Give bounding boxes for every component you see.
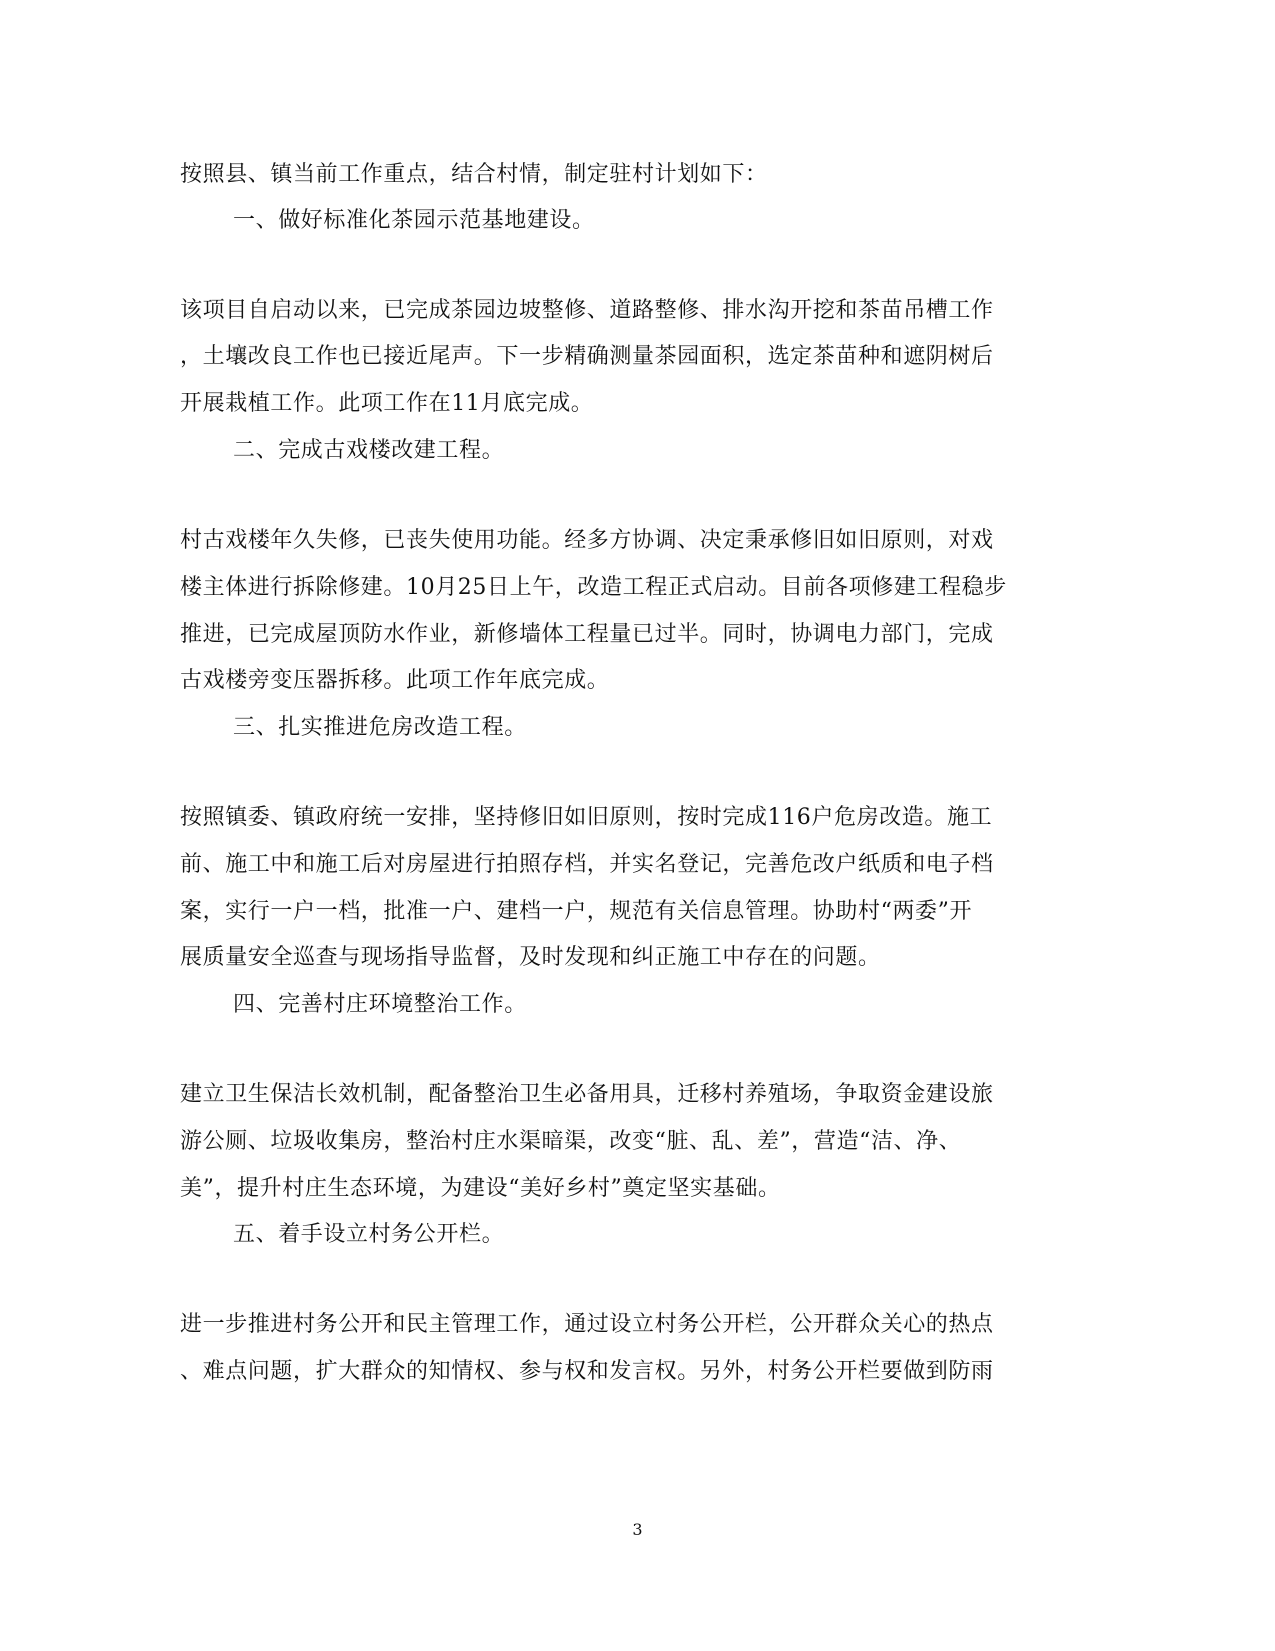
section-3-line-2: 前、施工中和施工后对房屋进行拍照存档，并实名登记，完善危改户纸质和电子档	[180, 852, 994, 877]
section-5-line-1: 进一步推进村务公开和民主管理工作，通过设立村务公开栏，公开群众关心的热点	[180, 1312, 994, 1337]
section-heading-4: 四、完善村庄环境整治工作。	[233, 992, 527, 1017]
section-2-line-4: 古戏楼旁变压器拆移。此项工作年底完成。	[180, 668, 610, 693]
section-4-line-1: 建立卫生保洁长效机制，配备整治卫生必备用具，迁移村养殖场，争取资金建设旅	[180, 1082, 994, 1107]
section-2-line-1: 村古戏楼年久失修，已丧失使用功能。经多方协调、决定秉承修旧如旧原则，对戏	[180, 528, 994, 553]
section-2-line-3: 推进，已完成屋顶防水作业，新修墙体工程量已过半。同时，协调电力部门，完成	[180, 622, 994, 647]
section-5-line-2: 、难点问题，扩大群众的知情权、参与权和发言权。另外，村务公开栏要做到防雨	[180, 1359, 994, 1384]
section-heading-5: 五、着手设立村务公开栏。	[233, 1222, 505, 1247]
section-1-line-2: ，土壤改良工作也已接近尾声。下一步精确测量茶园面积，选定茶苗种和遮阴树后	[180, 344, 994, 369]
section-heading-2: 二、完成古戏楼改建工程。	[233, 438, 505, 463]
section-heading-3: 三、扎实推进危房改造工程。	[233, 715, 527, 740]
section-4-line-2: 游公厕、垃圾收集房，整治村庄水渠暗渠，改变“脏、乱、差”，营造“洁、净、	[180, 1129, 962, 1154]
section-3-line-1: 按照镇委、镇政府统一安排，坚持修旧如旧原则，按时完成116户危房改造。施工	[180, 805, 993, 830]
section-1-line-1: 该项目自启动以来，已完成茶园边坡整修、道路整修、排水沟开挖和茶苗吊槽工作	[180, 298, 994, 323]
section-1-line-3: 开展栽植工作。此项工作在11月底完成。	[180, 391, 594, 416]
section-4-line-3: 美”，提升村庄生态环境，为建设“美好乡村”奠定坚实基础。	[180, 1176, 781, 1201]
section-heading-1: 一、做好标准化茶园示范基地建设。	[233, 208, 595, 233]
intro-paragraph: 按照县、镇当前工作重点，结合村情，制定驻村计划如下：	[180, 162, 768, 187]
section-2-line-2: 楼主体进行拆除修建。10月25日上午，改造工程正式启动。目前各项修建工程稳步	[180, 575, 1007, 600]
page-number: 3	[632, 1520, 643, 1539]
section-3-line-4: 展质量安全巡查与现场指导监督，及时发现和纠正施工中存在的问题。	[180, 945, 881, 970]
section-3-line-3: 案，实行一户一档，批准一户、建档一户，规范有关信息管理。协助村“两委”开	[180, 899, 973, 924]
